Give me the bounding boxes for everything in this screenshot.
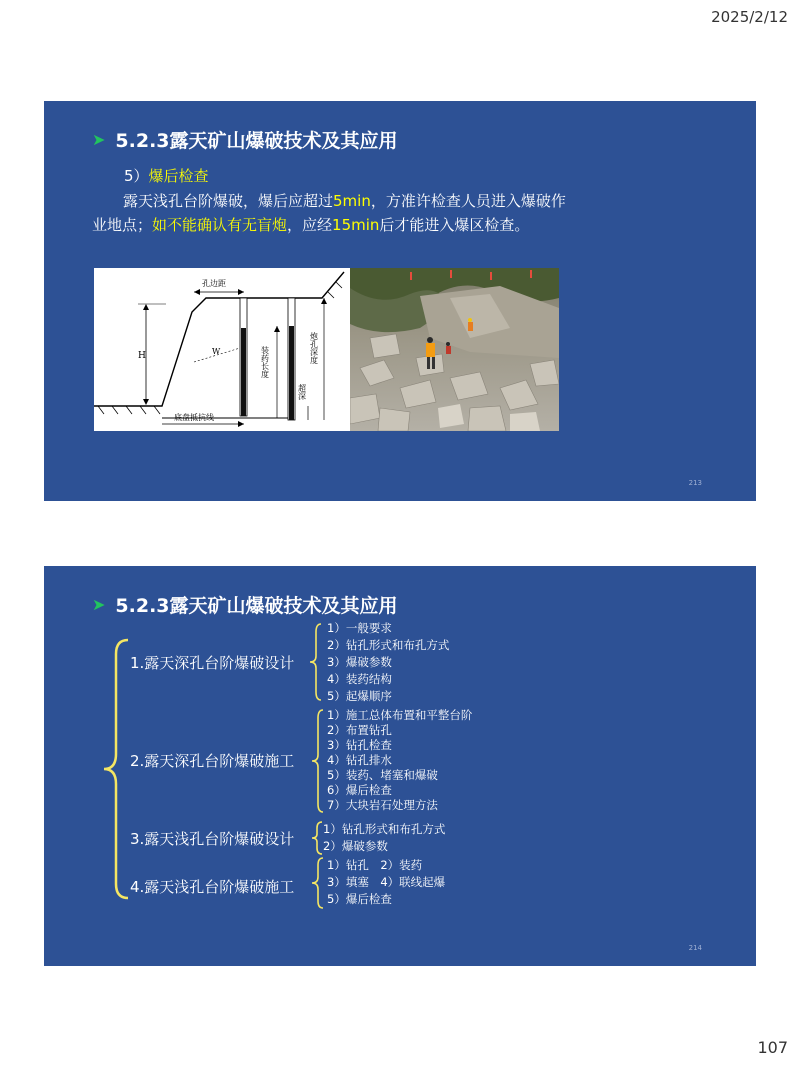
slide-213 [44, 101, 756, 501]
outline-category: 1.露天深孔台阶爆破设计 [130, 654, 295, 672]
text-run: 后才能进入爆区检查。 [379, 216, 530, 234]
outline-sub-item: 1）钻孔形式和布孔方式 [323, 822, 446, 836]
body-paragraph [92, 189, 577, 237]
subheading-number: 5） [124, 167, 149, 185]
subheading-label: 爆后检查 [148, 167, 209, 185]
diagram-label-hole-spacing: 孔边距 [202, 279, 226, 288]
text-run: ，方准许检查人员进入爆破作业地点； [92, 192, 566, 234]
outline-sub-item: 7）大块岩石处理方法 [327, 798, 438, 812]
outline-sub-item: 1）施工总体布置和平整台阶 [327, 708, 473, 722]
outline-category: 3.露天浅孔台阶爆破设计 [130, 830, 295, 848]
slide-number: 214 [688, 944, 702, 952]
outline-sub-item: 5）装药、堵塞和爆破 [327, 768, 438, 782]
outline-category: 4.露天浅孔台阶爆破施工 [130, 878, 295, 896]
diagram-label-h: H [138, 351, 146, 361]
sub-brace-icon [310, 820, 324, 856]
arrow-bullet-icon: ➤ [92, 130, 106, 149]
slide-number: 213 [688, 479, 702, 487]
subheading [124, 165, 209, 186]
highlight-run: 5min [333, 192, 371, 210]
arrow-bullet-icon: ➤ [92, 595, 106, 614]
slide-heading [92, 591, 398, 618]
diagram-label-hole-depth: 炮孔深度 [309, 332, 319, 364]
diagram-label-w: W [212, 347, 221, 356]
text-run: ，应经 [287, 216, 333, 234]
diagram-label-charge-length: 装药长度 [260, 346, 270, 378]
outline-sub-item: 2）布置钻孔 [327, 723, 392, 737]
outline-sub-item: 4）钻孔排水 [327, 753, 392, 767]
slide-title: 5.2.3露天矿山爆破技术及其应用 [115, 595, 398, 617]
sub-brace-icon [310, 856, 326, 910]
highlight-run: 15min [332, 216, 380, 234]
outline-category: 2.露天深孔台阶爆破施工 [130, 752, 295, 770]
outline-sub-item: 6）爆后检查 [327, 783, 392, 797]
slide-title: 5.2.3露天矿山爆破技术及其应用 [115, 130, 398, 152]
outline-sub-item: 1）一般要求 [327, 621, 392, 635]
outline-sub-item: 3）钻孔检查 [327, 738, 392, 752]
diagram-label-toe-burden: 底盘抵抗线 [174, 413, 214, 422]
slide-heading [92, 126, 398, 153]
outline-sub-item: 1）钻孔 2）装药 [327, 858, 423, 872]
outline-sub-item: 3）填塞 4）联线起爆 [327, 875, 446, 889]
outline-sub-item: 5）爆后检查 [327, 892, 392, 906]
bench-blasting-diagram [94, 268, 350, 431]
highlight-run: 如不能确认有无盲炮 [152, 216, 288, 234]
outline-sub-item: 3）爆破参数 [327, 655, 392, 669]
outline-sub-item: 4）装药结构 [327, 672, 392, 686]
outline-sub-item: 5）起爆顺序 [327, 689, 392, 703]
outline-sub-item: 2）爆破参数 [323, 839, 388, 853]
slide-214 [44, 566, 756, 966]
text-run: 露天浅孔台阶爆破，爆后应超过 [123, 192, 334, 210]
page-number: 107 [757, 1038, 788, 1057]
sub-brace-icon [308, 622, 324, 702]
page-date: 2025/2/12 [711, 8, 788, 26]
sub-brace-icon [310, 708, 326, 814]
quarry-photo [350, 268, 559, 431]
diagram-label-overdrill: 超深 [297, 384, 307, 400]
outline-sub-item: 2）钻孔形式和布孔方式 [327, 638, 450, 652]
outer-brace-icon [102, 638, 132, 900]
